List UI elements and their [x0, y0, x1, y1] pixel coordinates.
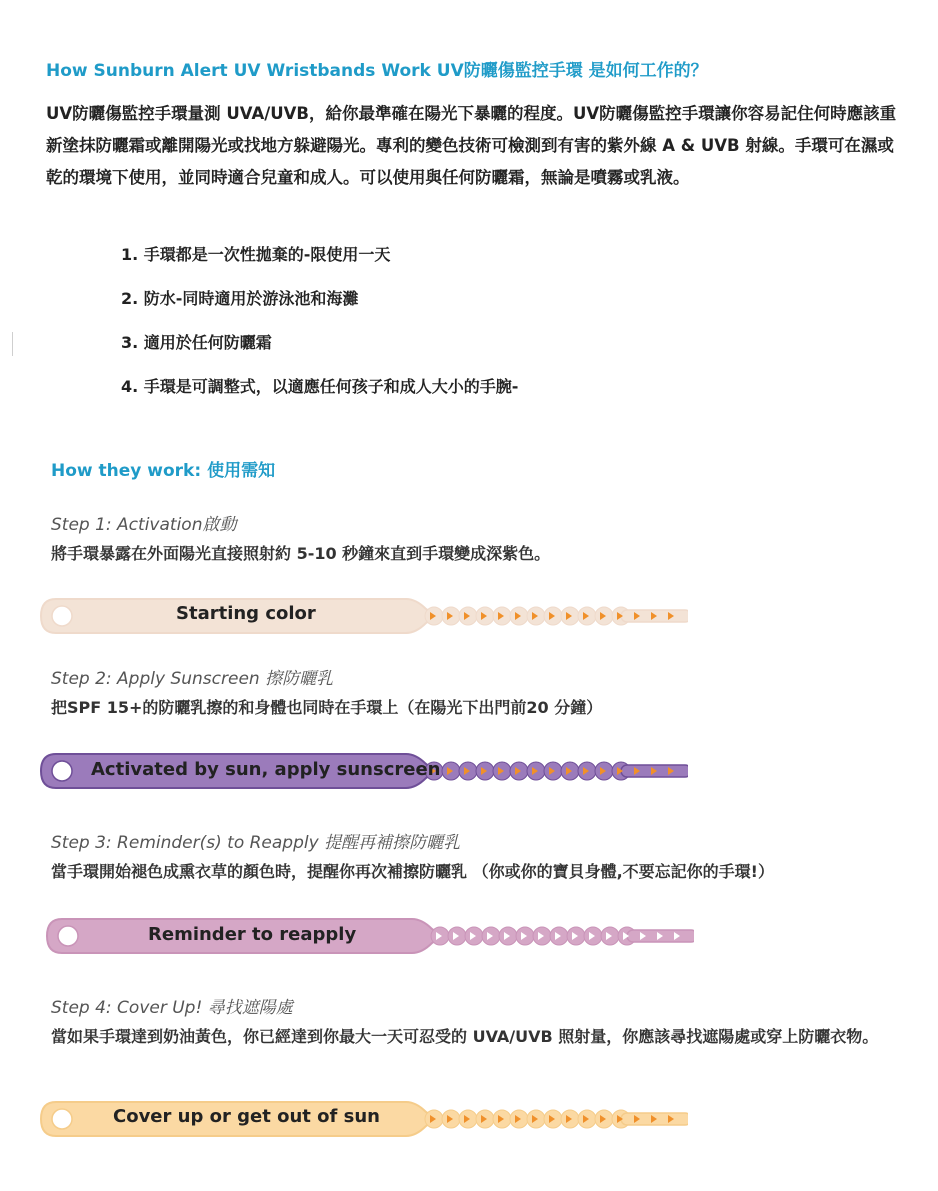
wristband-label: Activated by sun, apply sunscreen: [91, 759, 441, 780]
feature-list: [121, 240, 518, 416]
feature-item: 3. 適用於任何防曬霜: [121, 333, 272, 352]
step-4-title: Step 4: Cover Up! 尋找遮陽處: [51, 998, 293, 1018]
page-heading: How Sunburn Alert UV Wristbands Work UV防曬傷監控手環 是如何工作的？: [46, 61, 708, 81]
step-3-title: Step 3: Reminder(s) to Reapply 提醒再補擦防曬乳: [51, 833, 461, 853]
step-2-title: Step 2: Apply Sunscreen 擦防曬乳: [51, 669, 334, 689]
how-they-work-heading: How they work: 使用需知: [51, 461, 276, 481]
step-4-description: 當如果手環達到奶油黃色，你已經達到你最大一天可忍受的 UVA/UVB 照射量，你應該尋找遮陽處或穿上防曬衣物。: [51, 1027, 879, 1046]
step-1-description: 將手環暴露在外面陽光直接照射約 5-10 秒鐘來直到手環變成深紫色。: [51, 544, 551, 563]
wristband-hole: [58, 926, 78, 946]
wristband-graphic: [44, 916, 694, 956]
step-3-description: 當手環開始褪色成熏衣草的顏色時，提醒你再次補擦防曬乳 （你或你的寶貝身體,不要忘記你的手環!）: [51, 862, 774, 881]
wristband-label: Starting color: [176, 603, 316, 624]
wristband-label: Reminder to reapply: [148, 924, 357, 945]
intro-paragraph: UV防曬傷監控手環量測 UVA/UVB，給你最準確在陽光下暴曬的程度。UV防曬傷監控手環讓你容易記住何時應該重新塗抹防曬霜或離開陽光或找地方躲避陽光。專利的變色技術可檢測到有害的紫外線 A & UVB 射線。手環可在濕或乾的環境下使用，並同時適合兒童和成人。可以使用與任何防曬霜，無論是噴霧或乳液。: [46, 104, 897, 187]
text-cursor: [12, 332, 13, 356]
wristband-starting-color: [38, 596, 688, 636]
feature-item: 2. 防水-同時適用於游泳池和海灘: [121, 289, 359, 308]
wristband-hole: [52, 1109, 72, 1129]
wristband-hole: [52, 606, 72, 626]
wristband-label: Cover up or get out of sun: [113, 1106, 380, 1127]
wristband-reminder: [44, 916, 694, 956]
wristband-graphic: [38, 596, 688, 636]
step-1-title: Step 1: Activation啟動: [51, 515, 237, 535]
feature-item: 1. 手環都是一次性拋棄的-限使用一天: [121, 245, 391, 264]
wristband-hole: [52, 761, 72, 781]
wristband-activated: [38, 751, 688, 791]
wristband-cover-up: [38, 1099, 688, 1139]
feature-item: 4. 手環是可調整式，以適應任何孩子和成人大小的手腕-: [121, 377, 519, 396]
step-2-description: 把SPF 15+的防曬乳擦的和身體也同時在手環上（在陽光下出門前20 分鐘）: [51, 698, 603, 717]
